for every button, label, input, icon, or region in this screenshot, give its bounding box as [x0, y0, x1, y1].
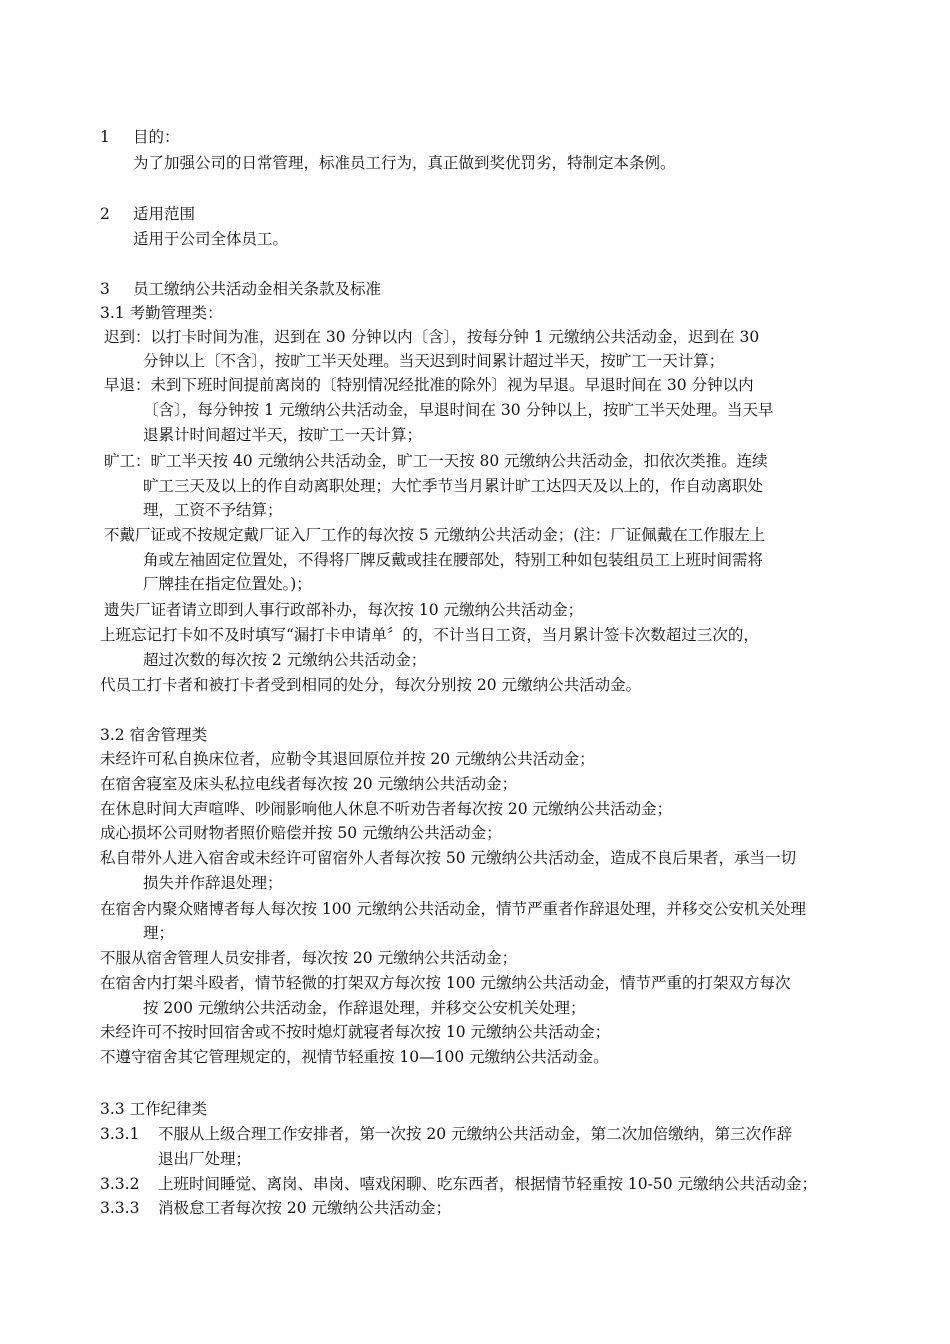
rule-line: 私自带外人进入宿舍或未经许可留宿外人者每次按 50 元缴纳公共活动金，造成不良后果者，承当一切	[100, 849, 797, 867]
rule-line: 上班忘记打卡如不及时填写“漏打卡申请单〞的，不计当日工资，当月累计签卡次数超过三次的，	[100, 626, 759, 644]
section-1-body: 为了加强公司的日常管理，标准员工行为，真正做到奖优罚劣，特制定本条例。	[133, 154, 676, 172]
rule-line: 早退：未到下班时间提前离岗的〔特别情况经批准的除外〕视为早退。早退时间在 30 分钟以内	[104, 376, 754, 394]
rule-line: 旷工三天及以上的作自动离职处理；大忙季节当月累计旷工达四天及以上的，作自动离职处	[143, 477, 764, 495]
rule-line: 未经许可私自换床位者，应勒令其退回原位并按 20 元缴纳公共活动金；	[100, 750, 595, 768]
rule-line: 代员工打卡者和被打卡者受到相同的处分，每次分别按 20 元缴纳公共活动金。	[100, 676, 642, 694]
rule-line: 损失并作辞退处理；	[143, 874, 283, 892]
rule-line: 不戴厂证或不按规定戴厂证入厂工作的每次按 5 元缴纳公共活动金；(注：厂证佩戴在工作服左上	[104, 526, 766, 544]
rule-line: 在宿舍寝室及床头私拉电线者每次按 20 元缴纳公共活动金；	[100, 775, 518, 793]
rule-line: 分钟以上〔不含〕，按旷工半天处理。当天迟到时间累计超过半天，按旷工一天计算；	[143, 352, 725, 370]
rule-line: 按 200 元缴纳公共活动金，作辞退处理，并移交公安机关处理；	[143, 999, 586, 1017]
clause-text: 消极怠工者每次按 20 元缴纳公共活动金；	[158, 1199, 452, 1217]
section-title: 员工缴纳公共活动金相关条款及标准	[133, 280, 382, 298]
rule-line: 超过次数的每次按 2 元缴纳公共活动金；	[143, 651, 427, 669]
section-title: 目的：	[133, 128, 180, 146]
section-title: 适用范围	[133, 205, 196, 223]
rule-line: 理，工资不予结算；	[143, 501, 283, 519]
subsection-3-2-title: 3.2 宿舍管理类	[100, 726, 208, 744]
clause-number: 3.3.2	[100, 1175, 140, 1193]
rule-line: 理；	[143, 924, 175, 942]
rule-line: 在宿舍内打架斗殴者，情节轻微的打架双方每次按 100 元缴纳公共活动金，情节严重的打架双方每次	[100, 974, 791, 992]
rule-line: 遗失厂证者请立即到人事行政部补办，每次按 10 元缴纳公共活动金；	[104, 601, 584, 619]
rule-line: 旷工：旷工半天按 40 元缴纳公共活动金，旷工一天按 80 元缴纳公共活动金，扣依次类推。连续	[104, 452, 768, 470]
clause-text: 不服从上级合理工作安排者，第一次按 20 元缴纳公共活动金，第二次加倍缴纳，第三次作辞	[158, 1125, 793, 1143]
rule-line: 不服从宿舍管理人员安排者，每次按 20 元缴纳公共活动金；	[100, 949, 518, 967]
subsection-3-3-title: 3.3 工作纪律类	[100, 1100, 208, 1118]
section-number: 3	[100, 280, 110, 298]
section-number: 1	[100, 128, 110, 146]
rule-line: 〔含〕，每分钟按 1 元缴纳公共活动金，早退时间在 30 分钟以上，按旷工半天处理。当天早	[143, 401, 774, 419]
section-2-body: 适用于公司全体员工。	[133, 230, 289, 248]
section-number: 2	[100, 205, 110, 223]
rule-line: 未经许可不按时回宿舍或不按时熄灯就寝者每次按 10 元缴纳公共活动金；	[100, 1023, 611, 1041]
rule-line: 不遵守宿舍其它管理规定的，视情节轻重按 10—100 元缴纳公共活动金。	[100, 1048, 609, 1066]
rule-line: 退累计时间超过半天，按旷工一天计算；	[143, 426, 423, 444]
rule-line: 厂牌挂在指定位置处。)；	[143, 575, 312, 593]
clause-number: 3.3.1	[100, 1125, 140, 1143]
rule-line: 在休息时间大声喧哗、吵闹影响他人休息不听劝告者每次按 20 元缴纳公共活动金；	[100, 800, 673, 818]
rule-line: 角或左袖固定位置处，不得将厂牌反戴或挂在腰部处，特别工种如包装组员工上班时间需将	[143, 551, 764, 569]
rule-line: 成心损坏公司财物者照价赔偿并按 50 元缴纳公共活动金；	[100, 824, 502, 842]
subsection-3-1-title: 3.1 考勤管理类：	[100, 304, 223, 322]
clause-text: 上班时间睡觉、离岗、串岗、嘻戏闲聊、吃东西者，根据情节轻重按 10-50 元缴纳公共活动金；	[158, 1175, 818, 1193]
rule-line: 在宿舍内聚众赌博者每人每次按 100 元缴纳公共活动金，情节严重者作辞退处理，并移交公安机关处理	[100, 900, 806, 918]
clause-number: 3.3.3	[100, 1199, 140, 1217]
rule-line: 迟到：以打卡时间为准，迟到在 30 分钟以内〔含〕，按每分钟 1 元缴纳公共活动金，迟到在 30	[104, 328, 760, 346]
clause-continuation: 退出厂处理；	[158, 1150, 252, 1168]
